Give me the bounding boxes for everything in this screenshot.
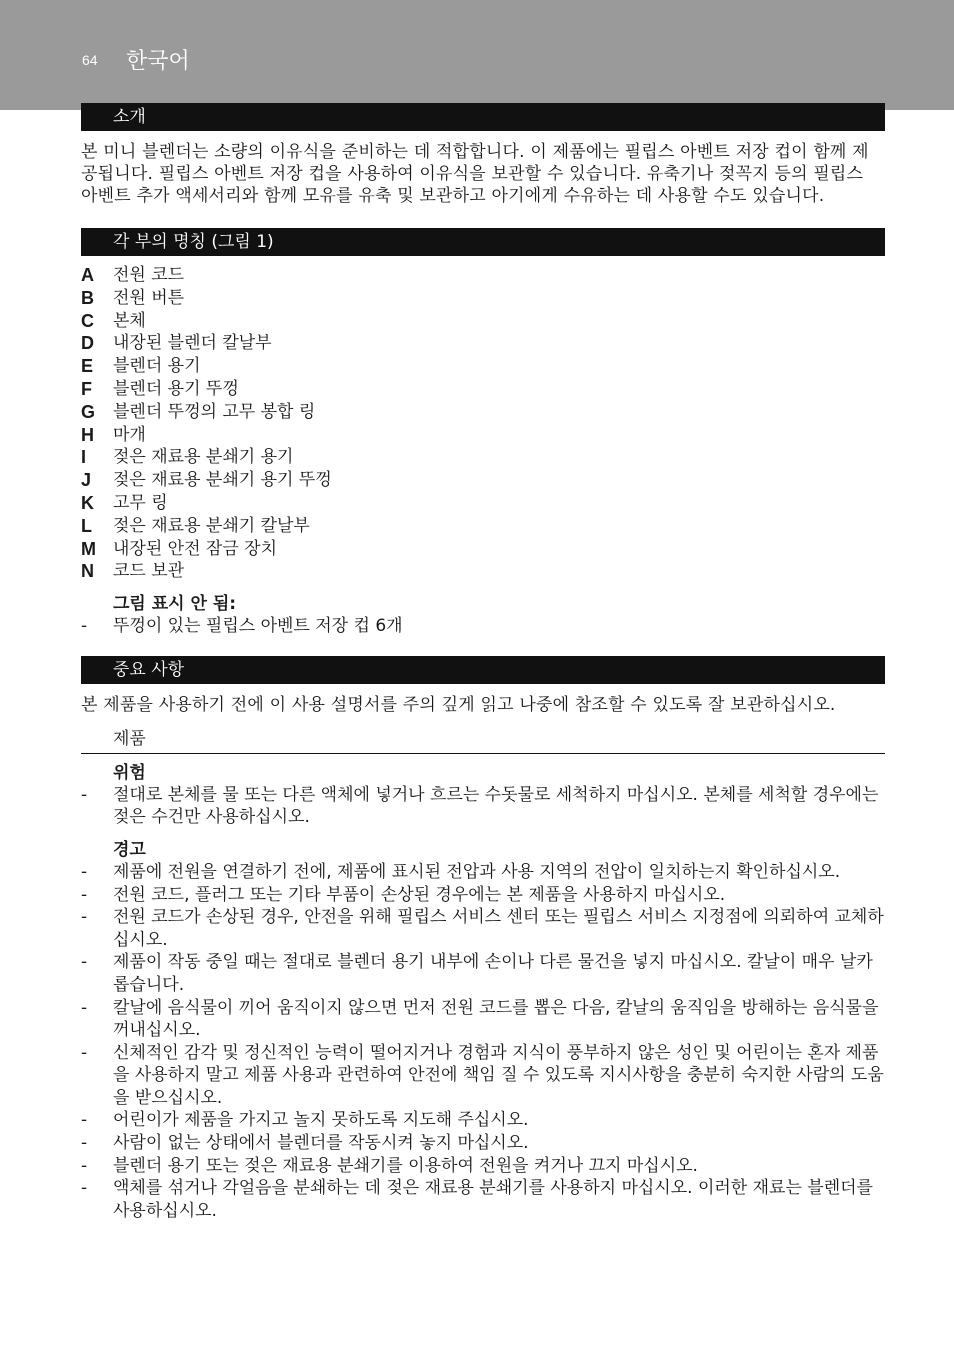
product-heading: 제품: [81, 728, 885, 754]
list-item: [81, 1109, 885, 1132]
list-item-text: 신체적인 감각 및 정신적인 능력이 떨어지거나 경험과 지식이 풍부하지 않은 성인 및 어린이는 혼자 제품을 사용하지 말고 제품 사용과 관련하여 안전에 책임 질 수 있도록 지시사항을 충분히 숙지한 사람의 도움을 받으십시오.: [113, 1042, 884, 1108]
page-header: [0, 0, 954, 110]
list-item: [81, 515, 885, 538]
list-item-text: 뚜껑이 있는 필립스 아벤트 저장 컵 6개: [113, 616, 403, 637]
list-item: [81, 287, 885, 310]
language-title: 한국어: [126, 49, 190, 74]
list-item-text: 전원 코드, 플러그 또는 기타 부품이 손상된 경우에는 본 제품을 사용하지 마십시오.: [113, 884, 726, 905]
part-letter: F: [81, 378, 92, 399]
part-letter: E: [81, 356, 94, 377]
list-item: [81, 1177, 885, 1222]
section-header-important: 중요 사항: [81, 656, 885, 684]
list-item-text: 블렌더 용기 또는 젖은 재료용 분쇄기를 이용하여 전원을 켜거나 끄지 마십시오.: [113, 1155, 698, 1176]
list-item: [81, 784, 885, 829]
bullet-dash: -: [81, 997, 88, 1018]
bullet-dash: -: [81, 1178, 88, 1199]
part-label: 블렌더 용기 뚜껑: [113, 378, 239, 399]
part-label: 블렌더 용기: [113, 356, 201, 377]
important-paragraph: 본 제품을 사용하기 전에 이 사용 설명서를 주의 깊게 읽고 나중에 참조할 수 있도록 잘 보관하십시오.: [81, 694, 836, 715]
bullet-dash: -: [81, 1110, 88, 1131]
list-item: [81, 424, 885, 447]
list-item: [81, 538, 885, 561]
list-item: [81, 861, 885, 884]
part-letter: A: [81, 265, 94, 285]
part-label: 고무 링: [113, 492, 168, 513]
bullet-dash: -: [81, 884, 88, 905]
part-label: 본체: [113, 310, 146, 331]
list-item: [81, 401, 885, 424]
list-item: [81, 310, 885, 333]
bullet-dash: -: [81, 952, 88, 973]
bullet-dash: -: [81, 861, 88, 882]
part-letter: L: [81, 515, 92, 536]
list-item: [81, 492, 885, 515]
list-item: [81, 615, 885, 638]
list-item-text: 절대로 본체를 물 또는 다른 액체에 넣거나 흐르는 수돗물로 세척하지 마십시오. 본체를 세척할 경우에는 젖은 수건만 사용하십시오.: [113, 784, 879, 828]
list-item: [81, 469, 885, 492]
part-letter: D: [81, 333, 94, 354]
part-letter: I: [81, 447, 87, 468]
page-content: [81, 103, 885, 1222]
list-item: [81, 951, 885, 996]
bullet-dash: -: [81, 1042, 88, 1063]
list-item: [81, 1155, 885, 1178]
bullet-dash: -: [81, 616, 88, 637]
bullet-dash: -: [81, 1155, 88, 1176]
list-item-text: 칼날에 음식물이 끼어 움직이지 않으면 먼저 전원 코드를 뽑은 다음, 칼날의 움직임을 방해하는 음식물을 꺼내십시오.: [113, 997, 879, 1041]
list-item: [81, 332, 885, 355]
part-label: 젖은 재료용 분쇄기 용기: [113, 447, 294, 468]
intro-paragraph: 본 미니 블렌더는 소량의 이유식을 준비하는 데 적합합니다. 이 제품에는 필립스 아벤트 저장 컵이 함께 제공됩니다. 필립스 아벤트 저장 컵을 사용하여 이유식을 보관할 수 있습니다. 유축기나 젖꼭지 등의 필립스 아벤트 추가 액세서리와 함께 모유를 유축 및 보관하고 아기에게 수유하는 데 사용할 수도 있습니다.: [81, 142, 869, 206]
list-item-text: 사람이 없는 상태에서 블렌더를 작동시켜 놓지 마십시오.: [113, 1133, 529, 1154]
danger-heading: 위험: [113, 762, 146, 783]
part-label: 내장된 안전 잠금 장치: [113, 538, 278, 559]
not-shown-list: [81, 615, 885, 638]
list-item: [81, 1132, 885, 1155]
list-item: [81, 378, 885, 401]
list-item-text: 액체를 섞거나 각얼음을 분쇄하는 데 젖은 재료용 분쇄기를 사용하지 마십시오. 이러한 재료는 블렌더를 사용하십시오.: [113, 1178, 873, 1221]
list-item: [81, 560, 885, 583]
part-letter: N: [81, 561, 94, 582]
list-item: [81, 355, 885, 378]
warning-heading: 경고: [113, 839, 146, 860]
parts-list: [81, 264, 885, 583]
part-letter: C: [81, 310, 94, 331]
bullet-dash: -: [81, 907, 88, 928]
not-shown-heading: 그림 표시 안 됨:: [113, 594, 237, 615]
list-item-text: 어린이가 제품을 가지고 놀지 못하도록 지도해 주십시오.: [113, 1110, 529, 1131]
part-letter: M: [81, 538, 96, 559]
part-label: 블렌더 뚜껑의 고무 봉합 링: [113, 401, 316, 422]
part-letter: J: [81, 470, 92, 491]
page-number: 64: [82, 52, 98, 68]
part-letter: H: [81, 424, 94, 445]
part-label: 마개: [113, 424, 146, 445]
bullet-dash: -: [81, 1133, 88, 1154]
list-item-text: 제품에 전원을 연결하기 전에, 제품에 표시된 전압과 사용 지역의 전압이 일치하는지 확인하십시오.: [113, 861, 841, 882]
part-label: 코드 보관: [113, 561, 185, 582]
part-letter: G: [81, 401, 96, 422]
warning-list: [81, 861, 885, 1223]
part-label: 내장된 블렌더 칼날부: [113, 333, 272, 354]
list-item: [81, 906, 885, 951]
list-item: [81, 446, 885, 469]
part-label: 젖은 재료용 분쇄기 칼날부: [113, 515, 310, 536]
section-header-parts: 각 부의 명칭 (그림 1): [81, 228, 885, 256]
list-item-text: 전원 코드가 손상된 경우, 안전을 위해 필립스 서비스 센터 또는 필립스 서비스 지정점에 의뢰하여 교체하십시오.: [113, 907, 884, 950]
list-item: [81, 997, 885, 1042]
list-item: [81, 1042, 885, 1110]
list-item: [81, 884, 885, 907]
list-item-text: 제품이 작동 중일 때는 절대로 블렌더 용기 내부에 손이나 다른 물건을 넣지 마십시오. 칼날이 매우 날카롭습니다.: [113, 952, 873, 995]
part-label: 젖은 재료용 분쇄기 용기 뚜껑: [113, 470, 332, 491]
part-letter: B: [81, 287, 94, 308]
part-letter: K: [81, 492, 94, 513]
section-header-intro: 소개: [81, 103, 885, 131]
list-item: [81, 264, 885, 287]
danger-list: [81, 784, 885, 829]
part-label: 전원 코드: [113, 265, 185, 285]
bullet-dash: -: [81, 784, 88, 805]
part-label: 전원 버튼: [113, 287, 185, 308]
